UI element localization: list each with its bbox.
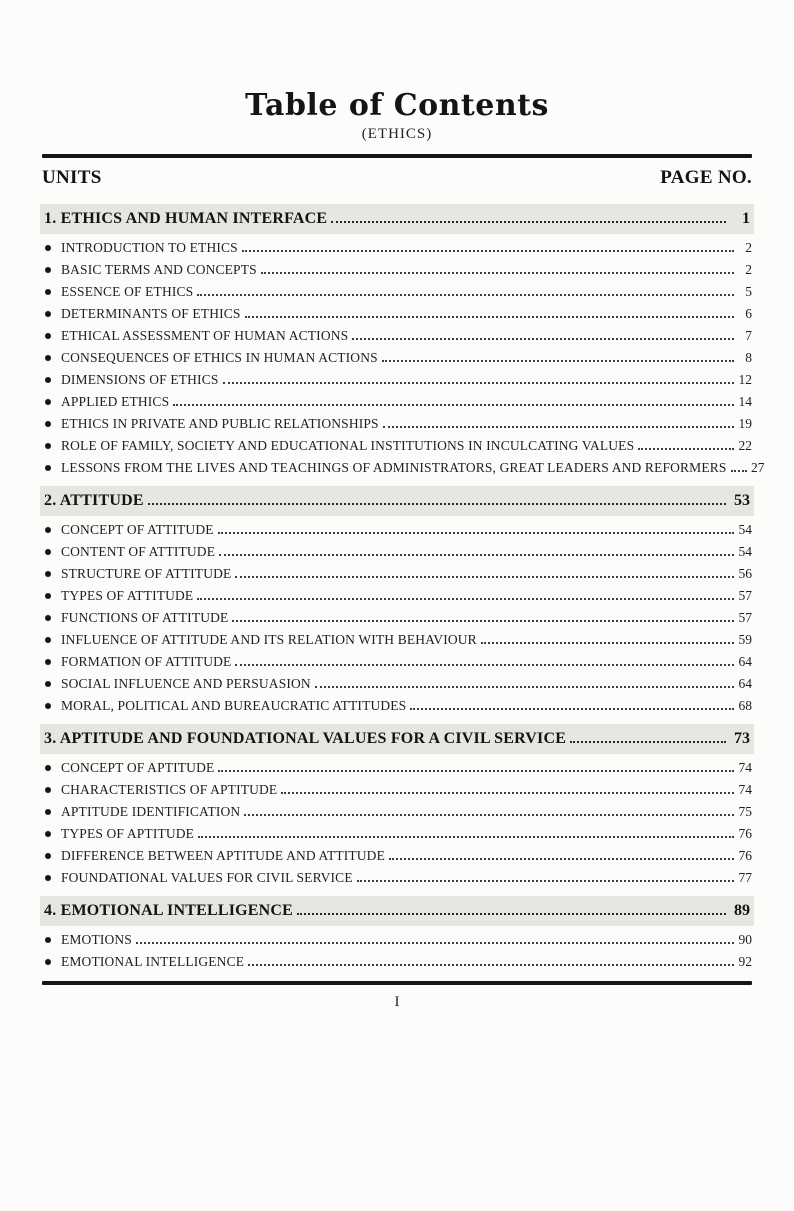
toc-item-label: EMOTIONAL INTELLIGENCE — [61, 954, 245, 969]
page-title: Table of Contents — [245, 88, 549, 123]
bottom-rule — [42, 981, 752, 985]
bullet-icon — [45, 549, 51, 555]
bullet-icon — [45, 571, 51, 577]
toc-item — [42, 629, 752, 651]
bullet-icon — [45, 765, 51, 771]
toc-item — [42, 281, 752, 303]
toc-item-label: APPLIED ETHICS — [61, 394, 170, 409]
toc-item-page: 14 — [738, 394, 752, 409]
toc-item — [42, 695, 752, 717]
dotted-leader — [357, 880, 734, 882]
toc-item — [42, 607, 752, 629]
section-header — [42, 898, 752, 924]
column-headers — [42, 158, 752, 197]
toc-item-page: 77 — [738, 870, 752, 885]
section-header — [42, 206, 752, 232]
section-page-number: 1 — [742, 210, 750, 227]
bullet-icon — [45, 245, 51, 251]
toc-item-label: LESSONS FROM THE LIVES AND TEACHINGS OF ADMINISTRATORS, GREAT LEADERS AND REFORMERS — [61, 460, 727, 475]
section-title: 4. EMOTIONAL INTELLIGENCE — [44, 902, 294, 919]
toc-item — [42, 673, 752, 695]
toc-item-page: 19 — [738, 416, 752, 431]
dotted-leader — [235, 576, 734, 578]
bullet-icon — [45, 831, 51, 837]
section-header — [42, 488, 752, 514]
toc-item — [42, 435, 752, 457]
dotted-leader — [248, 964, 734, 966]
section-page-number: 73 — [734, 730, 750, 747]
toc-item-label: ROLE OF FAMILY, SOCIETY AND EDUCATIONAL INSTITUTIONS IN INCULCATING VALUES — [61, 438, 635, 453]
bullet-icon — [45, 399, 51, 405]
bullet-icon — [45, 333, 51, 339]
dotted-leader — [197, 598, 734, 600]
toc-item — [42, 457, 765, 479]
toc-item-page: 22 — [738, 438, 752, 453]
dotted-leader — [331, 221, 726, 223]
bullet-icon — [45, 377, 51, 383]
dotted-leader — [223, 382, 734, 384]
dotted-leader — [218, 532, 734, 534]
dotted-leader — [198, 836, 734, 838]
dotted-leader — [570, 741, 726, 743]
toc-item-label: TYPES OF ATTITUDE — [61, 588, 194, 603]
toc-item-page: 56 — [738, 566, 752, 581]
toc-item-label: FOUNDATIONAL VALUES FOR CIVIL SERVICE — [61, 870, 353, 885]
bullet-icon — [45, 875, 51, 881]
toc-item-label: CONSEQUENCES OF ETHICS IN HUMAN ACTIONS — [61, 350, 378, 365]
dotted-leader — [731, 470, 747, 472]
toc-item-label: CONCEPT OF ATTITUDE — [61, 522, 214, 537]
toc-item-page: 64 — [738, 676, 752, 691]
toc-item-page: 92 — [738, 954, 752, 969]
toc-item-label: ETHICS IN PRIVATE AND PUBLIC RELATIONSHIPS — [61, 416, 379, 431]
toc-item-label: DETERMINANTS OF ETHICS — [61, 306, 241, 321]
bullet-icon — [45, 787, 51, 793]
toc-item-label: CONTENT OF ATTITUDE — [61, 544, 216, 559]
toc-item-label: FUNCTIONS OF ATTITUDE — [61, 610, 229, 625]
toc-list — [42, 206, 765, 973]
toc-item-label: SOCIAL INFLUENCE AND PERSUASION — [61, 676, 311, 691]
toc-item-label: DIMENSIONS OF ETHICS — [61, 372, 219, 387]
toc-item-page: 74 — [738, 760, 752, 775]
section-title: 1. ETHICS AND HUMAN INTERFACE — [44, 210, 328, 227]
toc-item-page: 54 — [738, 544, 752, 559]
toc-item-page: 76 — [738, 826, 752, 841]
toc-item-page: 7 — [745, 328, 752, 343]
bullet-icon — [45, 267, 51, 273]
toc-item-label: INTRODUCTION TO ETHICS — [61, 240, 238, 255]
bullet-icon — [45, 289, 51, 295]
dotted-leader — [245, 316, 734, 318]
page-no-column-header: PAGE NO. — [660, 167, 752, 188]
toc-item-page: 12 — [738, 372, 752, 387]
toc-item — [42, 325, 752, 347]
bullet-icon — [45, 443, 51, 449]
dotted-leader — [281, 792, 734, 794]
bullet-icon — [45, 959, 51, 965]
dotted-leader — [481, 642, 734, 644]
toc-item — [42, 929, 752, 951]
bullet-icon — [45, 937, 51, 943]
toc-item-page: 2 — [745, 240, 752, 255]
footer-page-number: I — [394, 994, 400, 1010]
toc-item-page: 57 — [738, 610, 752, 625]
bullet-icon — [45, 355, 51, 361]
toc-item-page: 2 — [745, 262, 752, 277]
toc-item-page: 74 — [738, 782, 752, 797]
toc-item — [42, 845, 752, 867]
dotted-leader — [315, 686, 734, 688]
bullet-icon — [45, 637, 51, 643]
toc-item — [42, 823, 752, 845]
dotted-leader — [352, 338, 734, 340]
bullet-icon — [45, 465, 51, 471]
units-column-header: UNITS — [42, 167, 102, 188]
bullet-icon — [45, 593, 51, 599]
bullet-icon — [45, 703, 51, 709]
bullet-icon — [45, 681, 51, 687]
toc-item-page: 68 — [738, 698, 752, 713]
bullet-icon — [45, 421, 51, 427]
toc-item — [42, 369, 752, 391]
dotted-leader — [261, 272, 734, 274]
section-title: 3. APTITUDE AND FOUNDATIONAL VALUES FOR A CIVIL SERVICE — [44, 730, 567, 747]
toc-item — [42, 867, 752, 889]
toc-item-label: TYPES OF APTITUDE — [61, 826, 195, 841]
toc-item-label: EMOTIONS — [61, 932, 132, 947]
dotted-leader — [148, 503, 726, 505]
toc-item-label: STRUCTURE OF ATTITUDE — [61, 566, 232, 581]
dotted-leader — [638, 448, 734, 450]
dotted-leader — [136, 942, 734, 944]
toc-item — [42, 519, 752, 541]
toc-item-page: 5 — [745, 284, 752, 299]
toc-item-page: 8 — [745, 350, 752, 365]
toc-item — [42, 757, 752, 779]
dotted-leader — [382, 360, 734, 362]
section-title: 2. ATTITUDE — [44, 492, 144, 509]
toc-item — [42, 801, 752, 823]
toc-item-label: APTITUDE IDENTIFICATION — [61, 804, 241, 819]
toc-item — [42, 951, 752, 973]
toc-item-page: 27 — [751, 460, 765, 475]
dotted-leader — [389, 858, 734, 860]
toc-item-label: MORAL, POLITICAL AND BUREAUCRATIC ATTITUDES — [61, 698, 407, 713]
toc-item — [42, 391, 752, 413]
toc-item-label: CONCEPT OF APTITUDE — [61, 760, 215, 775]
toc-item-page: 75 — [738, 804, 752, 819]
dotted-leader — [235, 664, 734, 666]
bullet-icon — [45, 311, 51, 317]
dotted-leader — [218, 770, 734, 772]
dotted-leader — [244, 814, 734, 816]
dotted-leader — [197, 294, 734, 296]
toc-item-page: 76 — [738, 848, 752, 863]
page-subtitle: (ETHICS) — [361, 126, 433, 142]
dotted-leader — [297, 913, 726, 915]
toc-item — [42, 585, 752, 607]
toc-item — [42, 563, 752, 585]
toc-item-label: DIFFERENCE BETWEEN APTITUDE AND ATTITUDE — [61, 848, 385, 863]
toc-item-page: 57 — [738, 588, 752, 603]
toc-item — [42, 347, 752, 369]
toc-item — [42, 259, 752, 281]
toc-item — [42, 779, 752, 801]
toc-item-label: ETHICAL ASSESSMENT OF HUMAN ACTIONS — [61, 328, 349, 343]
toc-item-page: 6 — [745, 306, 752, 321]
document-page — [0, 88, 794, 1011]
bullet-icon — [45, 527, 51, 533]
dotted-leader — [242, 250, 734, 252]
toc-item — [42, 303, 752, 325]
toc-item-label: ESSENCE OF ETHICS — [61, 284, 194, 299]
section-page-number: 53 — [734, 492, 750, 509]
toc-item-page: 54 — [738, 522, 752, 537]
dotted-leader — [410, 708, 734, 710]
section-header — [42, 726, 752, 752]
toc-item — [42, 413, 752, 435]
dotted-leader — [219, 554, 734, 556]
toc-item-page: 59 — [738, 632, 752, 647]
toc-item — [42, 541, 752, 563]
toc-item-label: INFLUENCE OF ATTITUDE AND ITS RELATION WITH BEHAVIOUR — [61, 632, 477, 647]
bullet-icon — [45, 659, 51, 665]
section-page-number: 89 — [734, 902, 750, 919]
toc-item-label: CHARACTERISTICS OF APTITUDE — [61, 782, 278, 797]
dotted-leader — [383, 426, 734, 428]
dotted-leader — [173, 404, 734, 406]
toc-item — [42, 237, 752, 259]
toc-item-label: BASIC TERMS AND CONCEPTS — [61, 262, 257, 277]
toc-item-label: FORMATION OF ATTITUDE — [61, 654, 232, 669]
toc-item — [42, 651, 752, 673]
toc-item-page: 90 — [738, 932, 752, 947]
bullet-icon — [45, 809, 51, 815]
bullet-icon — [45, 853, 51, 859]
bullet-icon — [45, 615, 51, 621]
toc-item-page: 64 — [738, 654, 752, 669]
dotted-leader — [232, 620, 734, 622]
